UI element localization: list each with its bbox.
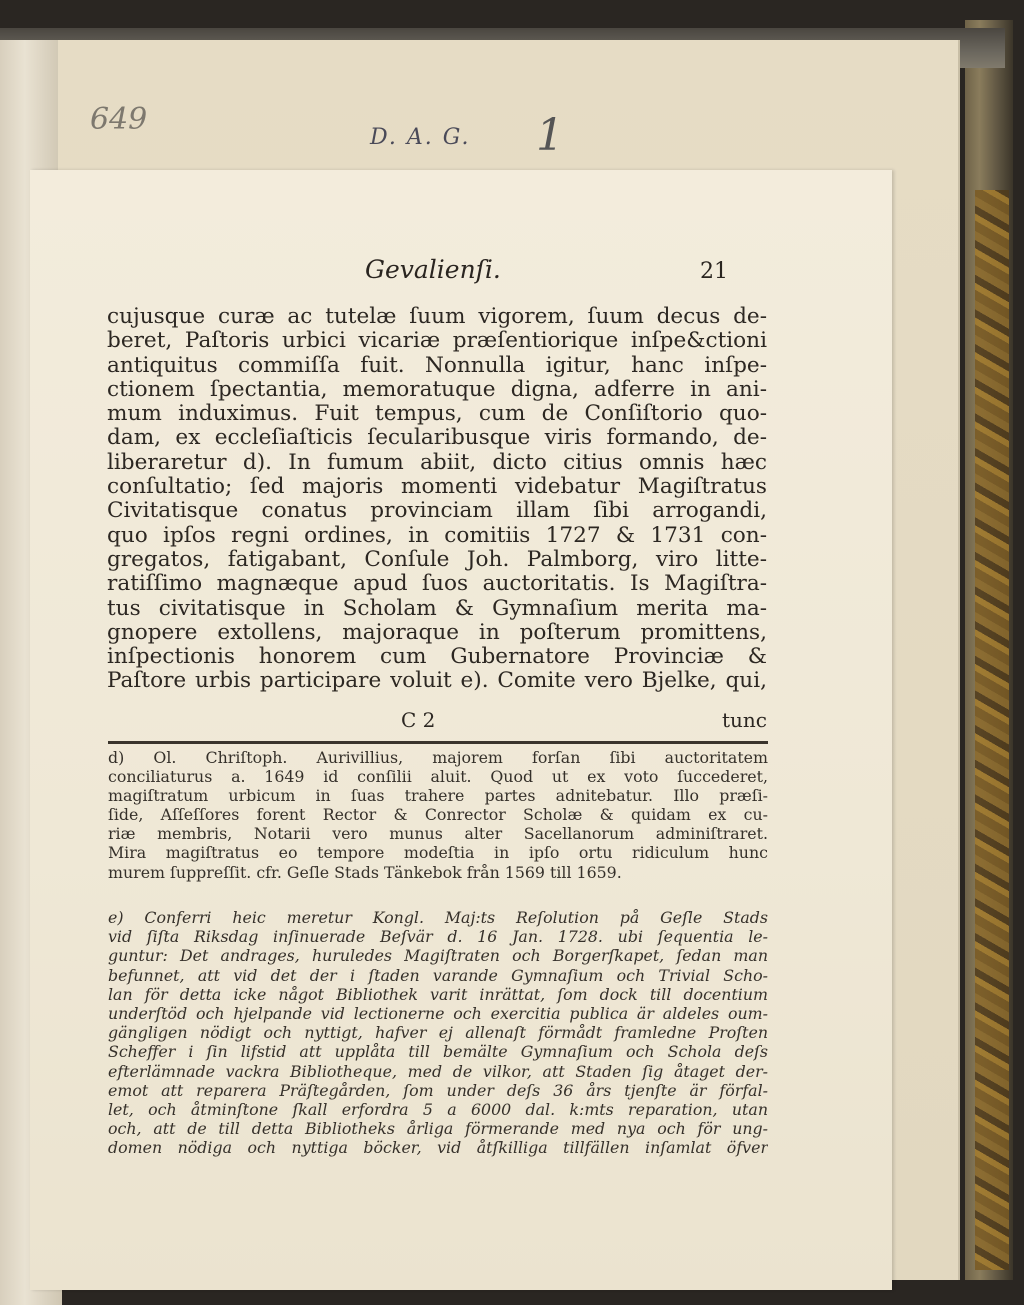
signature-line — [107, 708, 767, 734]
library-initials: D. A. G. — [370, 125, 471, 150]
body-text — [107, 305, 767, 694]
body-line: liberaretur d). In fumum abiit, dicto citius omnis hæc — [107, 450, 767, 475]
footnote-line: emot att reparera Präſtegården, ſom under deſs 36 års tjenſte är förfal- — [108, 1080, 768, 1100]
footnote-line: Scheffer i ſin lifstid att upplåta till bemälte Gymnaſium och Schola deſs — [108, 1042, 768, 1062]
signature-mark: C 2 — [401, 708, 436, 732]
body-line: cujusque curæ ac tutelæ ſuum vigorem, ſuum decus de- — [107, 305, 767, 329]
footnote-line: ſide, Aſſeſſores forent Rector & Conrector Scholæ & quidam ex cu- — [108, 805, 768, 825]
footnote-line: riæ membris, Notarii vero munus alter Sacellanorum adminiſtraret. — [108, 824, 768, 844]
footnote-line: gängligen nödigt och nyttigt, hafver ej allenaſt förmådt framledne Proſten — [108, 1023, 768, 1043]
footnote-line: vid ſiſta Riksdag inſinuerade Beſvär d. 16 Jan. 1728. ubi ſequentia le- — [108, 927, 768, 947]
body-line: gregatos, fatigabant, Conſule Joh. Palmborg, viro litte- — [107, 547, 767, 572]
catchword: tunc — [722, 708, 767, 732]
body-line: gnopere extollens, majoraque in poſterum promittens, — [107, 620, 767, 645]
marbled-cover — [975, 190, 1009, 1270]
footnote-line: Mira magiſtratus eo tempore modeſtia in ipſo ortu ridiculum hunc — [108, 843, 768, 863]
body-line: conſultatio; ſed majoris momenti videbatur Magiſtratus — [107, 475, 767, 500]
footnote-line: efterlämnade vackra Bibliotheque, med de vilkor, att Staden ſig åtaget der- — [108, 1061, 768, 1081]
page-header — [30, 255, 892, 295]
footnote-line: let, och åtminſtone ſkall erfordra 5 a 6000 dal. k:mts reparation, utan — [108, 1099, 768, 1119]
footnote-line: conciliaturus a. 1649 id conſilii aluit. Quod ut ex voto ſuccederet, — [108, 767, 768, 787]
footnote-line: domen nödiga och nyttiga böcker, vid åtſkilliga tillfällen inſamlat öfver — [108, 1138, 768, 1158]
footnote-line: murem ſuppreſſit. cfr. Geſle Stads Tänkebok från 1569 till 1659. — [108, 862, 622, 882]
body-line: quo ipſos regni ordines, in comitiis 1727 & 1731 con- — [107, 523, 767, 548]
body-line: mum induximus. Fuit tempus, cum de Conſiſtorio quo- — [107, 402, 767, 427]
body-line: tus civitatisque in Scholam & Gymnaſium merita ma- — [107, 596, 767, 621]
footnote-line: e) Conferri heic meretur Kongl. Maj:ts Reſolution på Geſle Stads — [108, 908, 768, 927]
body-line: inſpectionis honorem cum Gubernatore Provinciæ & — [107, 645, 767, 670]
body-line: dam, ex eccleſiaſticis ſecularibusque viris formando, de- — [107, 426, 767, 451]
body-line: antiquitus commiſſa fuit. Nonnulla igitur, hanc inſpe- — [107, 353, 767, 378]
footnote-rule — [108, 741, 768, 744]
footnote-line: magiſtratum urbicum in ſuas trahere partes adnitebatur. Illo præſi- — [108, 786, 768, 806]
footnote-e — [108, 908, 768, 1157]
book-page — [30, 170, 892, 1290]
page-number: 21 — [700, 259, 728, 284]
body-line: Civitatisque conatus provinciam illam ſibi arrogandi, — [107, 499, 767, 524]
footnote-line: guntur: Det andrages, huruledes Magiſtraten och Borgerſkapet, ſedan man — [108, 946, 768, 966]
footnote-line: d) Ol. Chriſtoph. Aurivillius, majorem forſan ſibi auctoritatem — [108, 748, 768, 767]
slash-mark: 1 — [536, 110, 564, 161]
body-line: beret, Paſtoris urbici vicariæ præſentiorique inſpe&ctioni — [107, 329, 767, 354]
body-line: ratiſſimo magnæque apud ſuos auctoritatis. Is Magiſtra- — [107, 572, 767, 597]
footnote-line: och, att de till detta Bibliotheks årliga förmerande med nya och för ung- — [108, 1119, 768, 1139]
pencil-mark: 649 — [90, 102, 148, 137]
footnote-line: underſtöd och hjelpande vid lectionerne och exercitia publica är aldeles oum- — [108, 1003, 768, 1023]
running-head: Gevalienſi. — [365, 255, 501, 284]
body-line: ctionem ſpectantia, memoratuque digna, adferre in ani- — [107, 377, 767, 402]
footnote-line: befunnet, att vid det der i ſtaden varande Gymnaſium och Trivial Scho- — [108, 965, 768, 985]
footnote-d — [108, 748, 768, 882]
body-line: Paſtore urbis participare voluit e). Comite vero Bjelke, qui, — [107, 669, 767, 694]
footnote-line: lan för detta icke något Bibliothek varit inrättat, ſom dock till docentium — [108, 984, 768, 1004]
